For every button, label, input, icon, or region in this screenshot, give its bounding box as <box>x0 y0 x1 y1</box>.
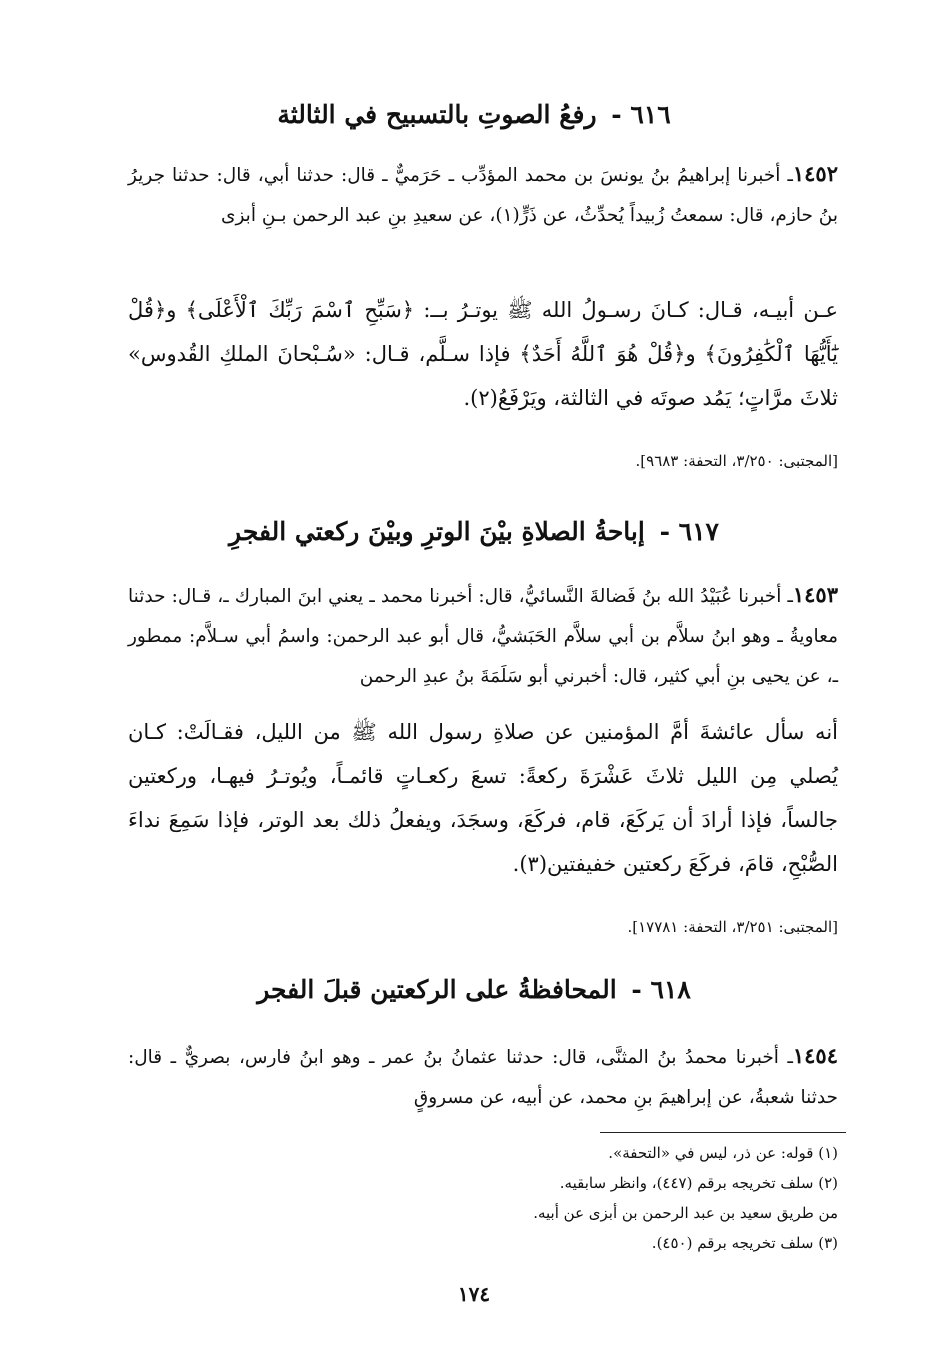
footnote-2-continued: من طريق سعيد بن عبد الرحمن بن أبزى عن أبيه. <box>533 1204 838 1222</box>
chapter-number: ٦١٦ - <box>611 100 671 129</box>
chapter-title: المحافظةُ على الركعتين قبلَ الفجر <box>257 975 617 1004</box>
hadith-1452-matn <box>128 288 838 420</box>
chapter-heading-618 <box>0 975 948 1004</box>
isnad-text: ـ أخبرنا عُبَيْدُ الله بنُ فَضالةَ النَّسائيُّ، قال: أخبرنا محمد ـ يعني ابنَ المبارك ـ، قـال: حدثنا معاويةُ ـ وهو ابنُ سلاَّم بن أبي سلاَّم الحَبَشيُّ، قال أبو عبد الرحمن: واسمُ أبي سـلاَّم: ممطور ـ، عن يحيى بنِ أبي كثير، قال: أخبرني أبو سَلَمَةَ بنُ عبدِ الرحمن <box>128 586 838 687</box>
chapter-number: ٦١٨ - <box>631 975 691 1004</box>
chapter-number: ٦١٧ - <box>659 517 719 546</box>
chapter-heading-617 <box>0 517 948 546</box>
chapter-heading-616 <box>0 100 948 129</box>
footnote-2: (٢) سلف تخريجه برقم (٤٤٧)، وانظر سابقيه. <box>559 1174 838 1192</box>
hadith-1452-reference <box>128 452 838 470</box>
matn-text: أنه سأل عائشةَ أمَّ المؤمنين عن صلاةِ رسول الله ﷺ من الليل، فقـالَتْ: كـان يُصلي مِن الليل ثلاثَ عَشْرَةَ ركعةً: تسعَ ركعـاتٍ قائمـاً، ويُوتـرُ فيهـا، وركعتين جالساً، فإذا أرادَ أن يَركَعَ، قام، فركَعَ، وسجَدَ، ويفعلُ ذلك بعد الوتر، فإذا سَمِعَ نداءَ الصُّبْحِ، قامَ، فركَعَ ركعتين خفيفتين(٣). <box>128 720 838 876</box>
footnotes <box>128 1138 838 1258</box>
isnad-text: ـ أخبرنا محمدُ بنُ المثنَّى، قال: حدثنا عثمانُ بنُ عمر ـ وهو ابنُ فارس، بصريٌّ ـ قال: حدثنا شعبةُ، عن إبراهيمَ بنِ محمد، عن أبيه، عن مسروقٍ <box>128 1047 838 1108</box>
chapter-title: إباحةُ الصلاةِ بيْنَ الوترِ وبيْنَ ركعتي الفجرِ <box>229 517 645 546</box>
hadith-1453-matn <box>128 710 838 886</box>
hadith-1452-isnad <box>128 154 838 236</box>
footnote-divider <box>600 1132 846 1133</box>
hadith-number: ١٤٥٤ <box>792 1043 838 1068</box>
hadith-1454-isnad <box>128 1036 838 1118</box>
footnote-1: (١) قوله: عن ذر، ليس في «التحفة». <box>608 1144 838 1162</box>
chapter-title: رفعُ الصوتِ بالتسبيح في الثالثة <box>277 100 597 129</box>
hadith-number: ١٤٥٢ <box>792 161 838 186</box>
matn-text: عـن أبيـه، قـال: كـانَ رسـولُ الله ﷺ يوتـرُ بــ: ﴿سَبِّحِ ٱسْمَ رَبِّكَ ٱلْأَعْلَى﴾ و﴿قُلْ يَٰٓأَيُّهَا ٱلْكَٰفِرُونَ﴾ و﴿قُلْ هُوَ ٱللَّهُ أَحَدٌ﴾ فإذا سـلَّم، قـال: «سُـبْحانَ الملكِ القُدوس» ثلاثَ مرَّاتٍ؛ يَمُد صوتَه في الثالثة، ويَرْفَعُ(٢). <box>128 298 838 410</box>
footnote-3: (٣) سلف تخريجه برقم (٤٥٠). <box>651 1234 838 1252</box>
hadith-1453-isnad <box>128 575 838 697</box>
isnad-text: ـ أخبرنا إبراهيمُ بنُ يونسَ بن محمد المؤدِّب ـ حَرَميٌّ ـ قال: حدثنا أبي، قال: حدثنا جريرُ بنُ حازم، قال: سمعتُ زُبيداً يُحدِّثُ، عن ذَرٍّ(١)، عن سعيدِ بنِ عبد الرحمن بـنِ أبزى <box>128 165 838 226</box>
hadith-number: ١٤٥٣ <box>792 582 838 607</box>
hadith-1453-reference <box>128 918 838 936</box>
page-number: ١٧٤ <box>457 1282 491 1306</box>
reference-text: [المجتبى: ٣/٢٥١، التحفة: ١٧٧٨١]. <box>627 918 838 936</box>
reference-text: [المجتبى: ٣/٢٥٠، التحفة: ٩٦٨٣]. <box>635 452 838 470</box>
